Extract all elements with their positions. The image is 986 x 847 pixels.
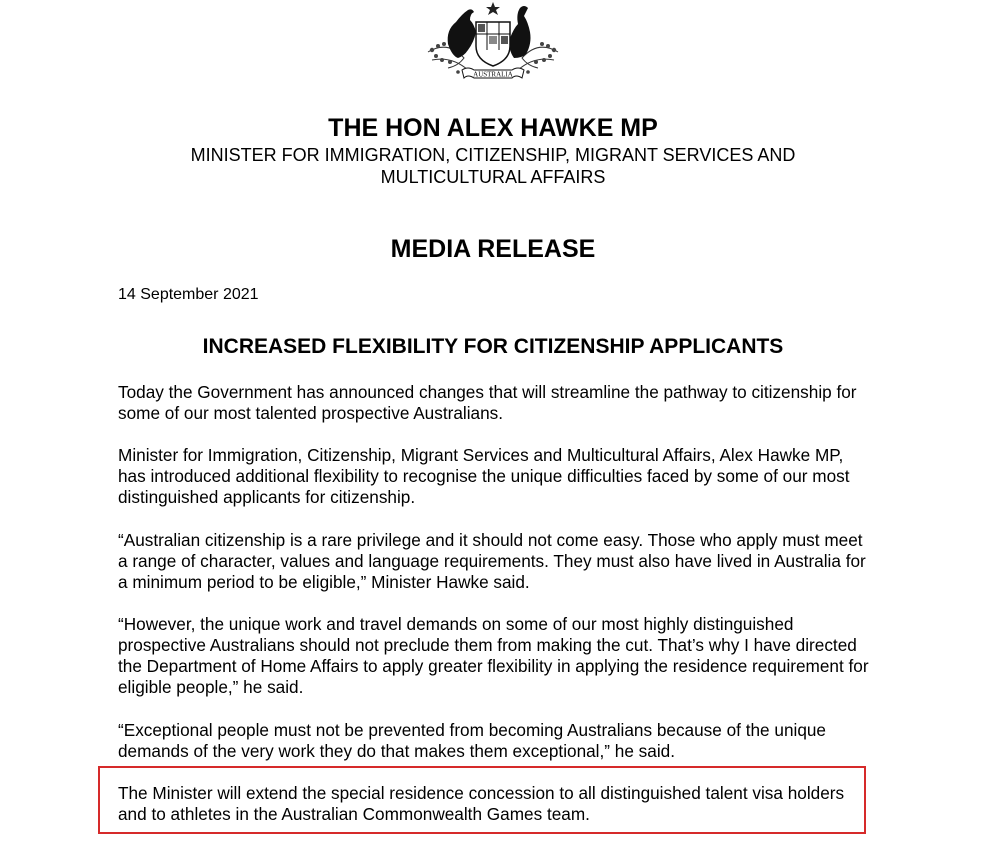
paragraph-1: Today the Government has announced changes that will streamline the pathway to citizenship for some of our most talented prospective Australians. bbox=[118, 382, 857, 423]
paragraph-3: “Australian citizenship is a rare privilege and it should not come easy. Those who apply must meet a range of character, values and language requirements. They must also have lived in Australia for a minimum period to be eligible,” Minister Hawke said. bbox=[118, 530, 866, 592]
minister-title: MINISTER FOR IMMIGRATION, CITIZENSHIP, MIGRANT SERVICES AND MULTICULTURAL AFFAIRS bbox=[190, 145, 796, 187]
paragraph-5: “Exceptional people must not be prevented from becoming Australians because of the unique demands of the very work they do that makes them exceptional,” he said. bbox=[118, 720, 826, 761]
crest-label: AUSTRALIA bbox=[473, 70, 513, 79]
media-release-heading: MEDIA RELEASE bbox=[390, 235, 596, 263]
paragraph-4: “However, the unique work and travel demands on some of our most highly distinguished prospective Australians should not preclude them from making the cut. That’s why I have directed the Department of Home Affairs to apply greater flexibility in applying the residence requirement for eligible people,” he said. bbox=[118, 614, 869, 697]
minister-name: THE HON ALEX HAWKE MP bbox=[328, 114, 658, 142]
release-headline: INCREASED FLEXIBILITY FOR CITIZENSHIP APPLICANTS bbox=[202, 335, 784, 358]
paragraph-6-highlighted: The Minister will extend the special residence concession to all distinguished talent visa holders and to athletes in the Australian Commonwealth Games team. bbox=[118, 783, 845, 824]
paragraph-2: Minister for Immigration, Citizenship, Migrant Services and Multicultural Affairs, Alex Hawke MP, has introduced additional flexibility to recognise the unique difficulties faced by some of our most distinguished applicants for citizenship. bbox=[118, 445, 850, 507]
coat-of-arms-icon bbox=[418, 0, 568, 92]
release-date: 14 September 2021 bbox=[118, 286, 259, 303]
